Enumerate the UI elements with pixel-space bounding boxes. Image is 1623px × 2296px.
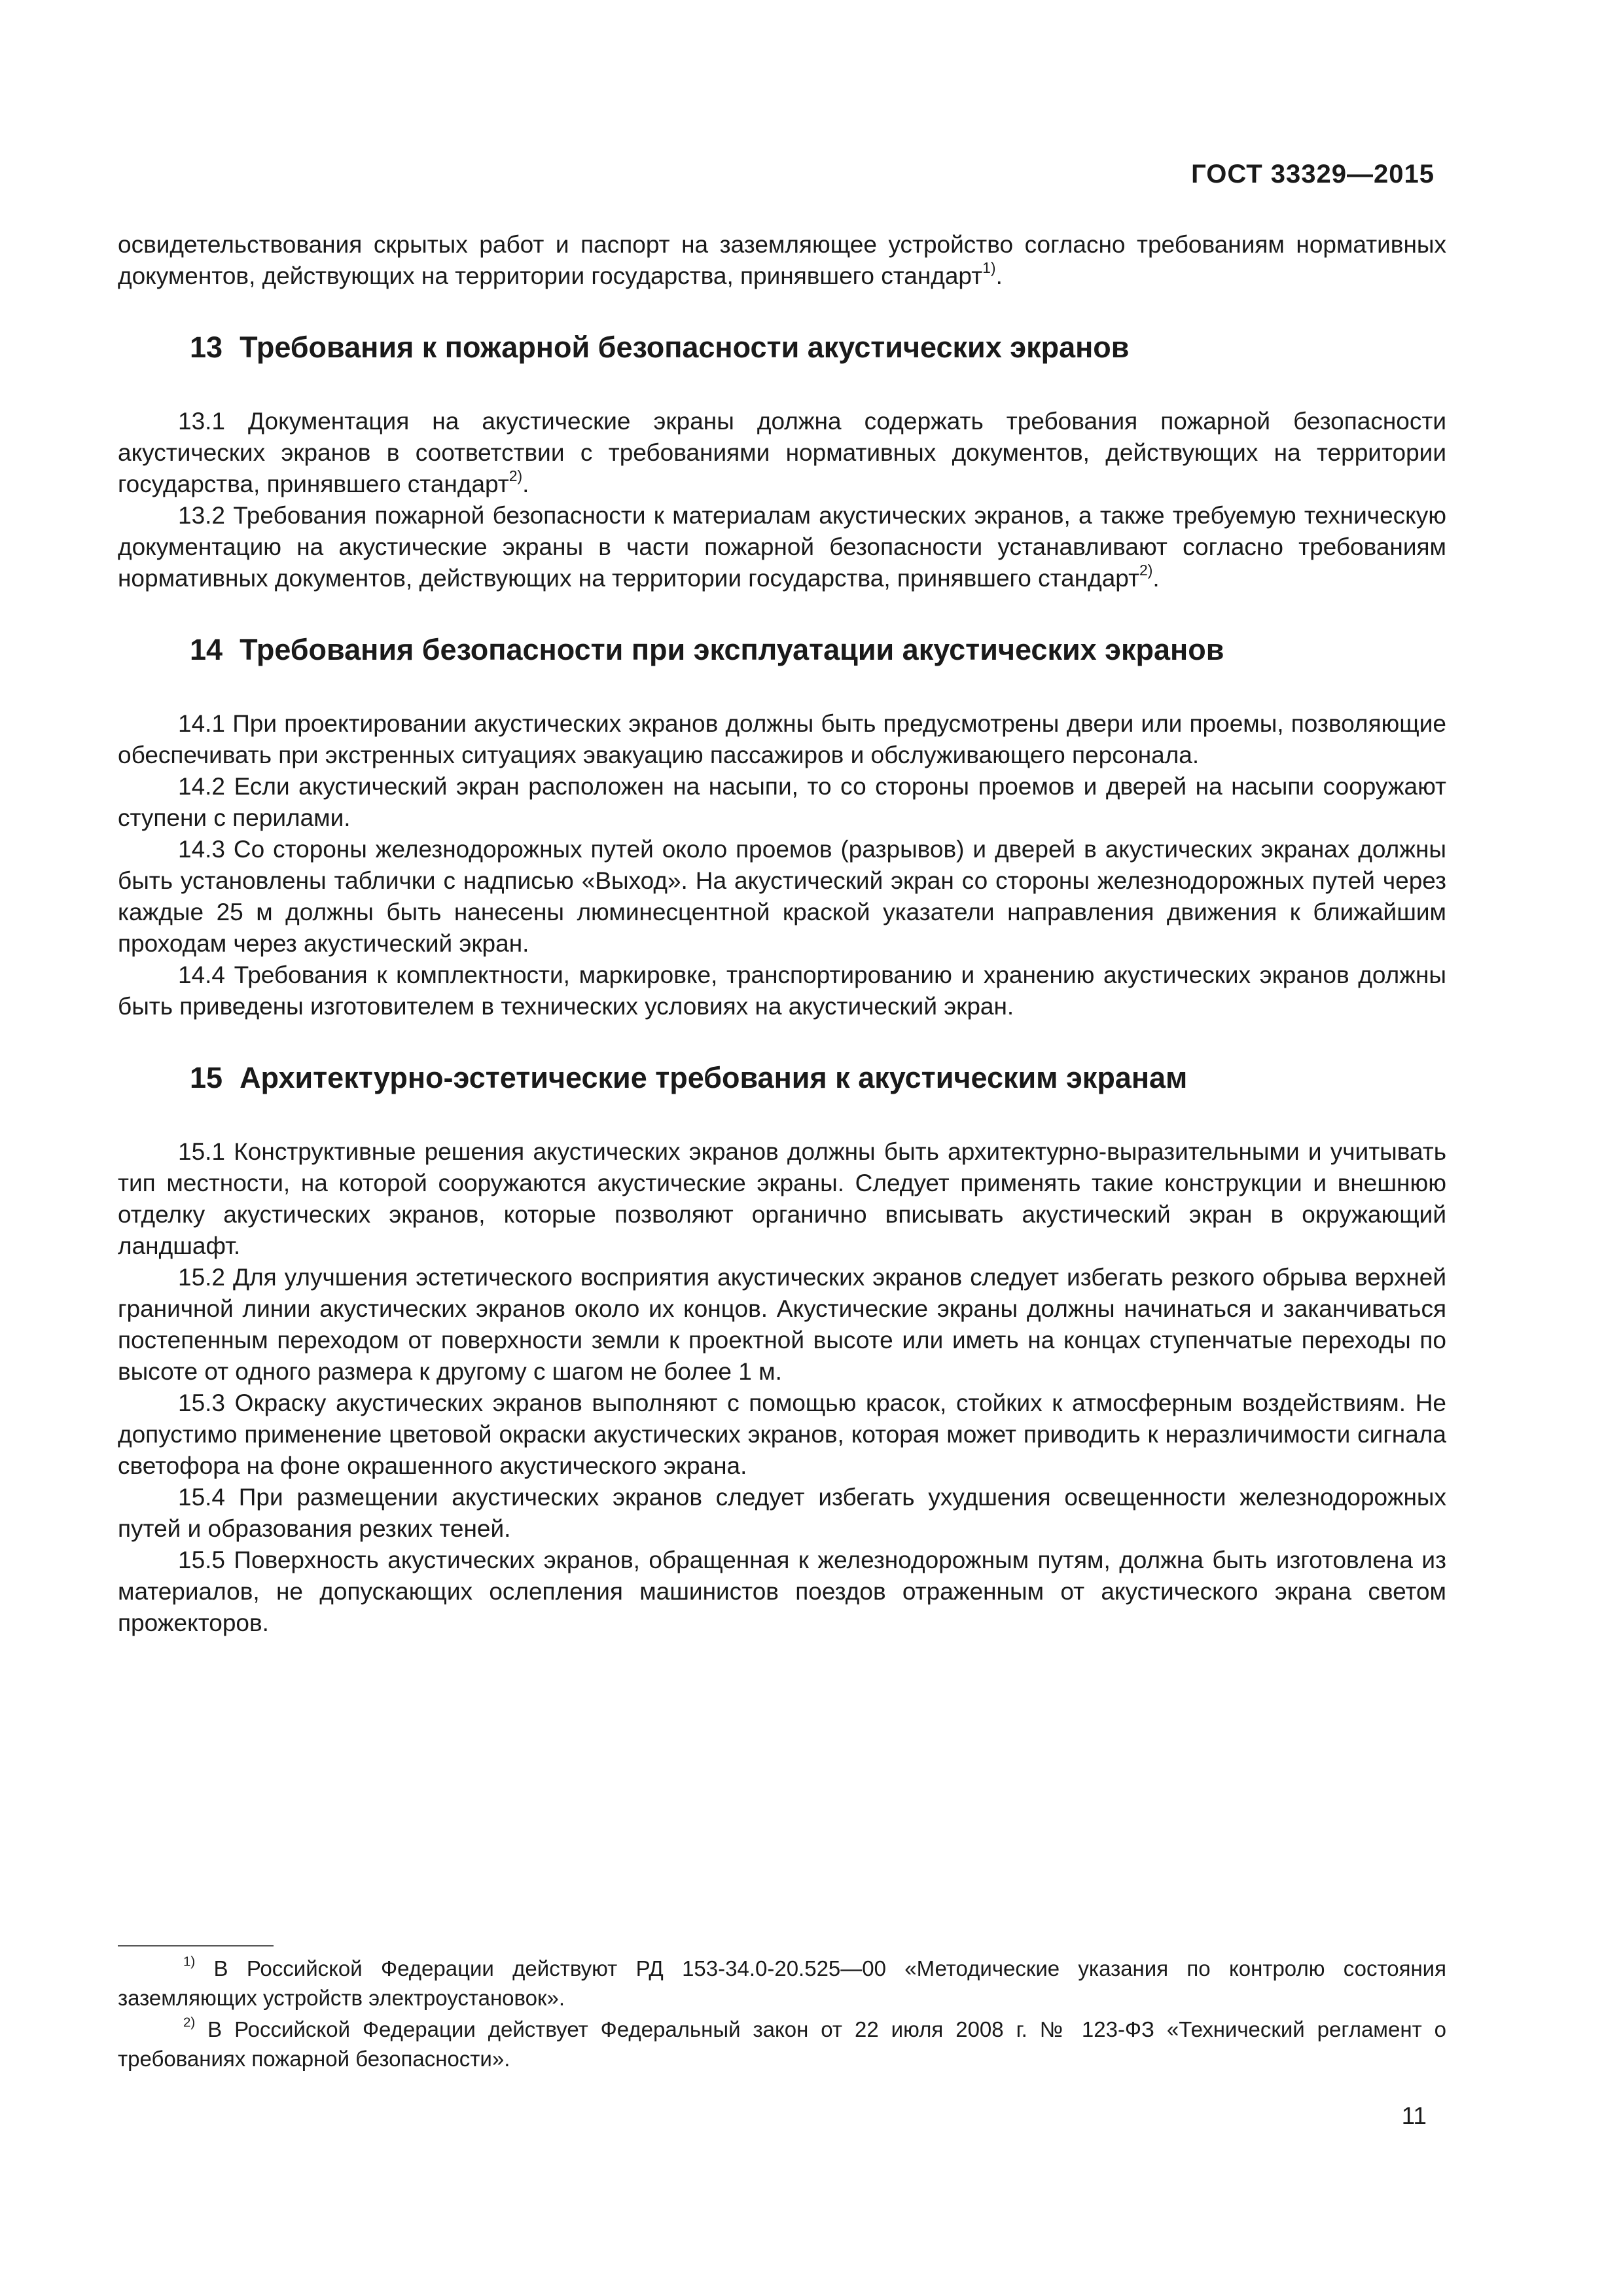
clause-15-5: 15.5 Поверхность акустических экранов, обращенная к железнодорожным путям, должна быть изготовлена из материалов, не допускающих ослепления машинистов поездов отраженным от акустического экрана светом прожекторов. bbox=[118, 1547, 1446, 1636]
footnote-ref[interactable]: 2) bbox=[1139, 561, 1153, 579]
footnote-ref[interactable]: 2) bbox=[508, 467, 523, 484]
intro-paragraph: освидетельствования скрытых работ и паспорт на заземляющее устройство согласно требованиям нормативных документов, действующих на территории государства, принявшего стандарт$^{1)}$. bbox=[118, 231, 1446, 289]
section-13-heading: 13 Требования к пожарной безопасности акустических экранов bbox=[190, 331, 1130, 364]
page-number: 11 bbox=[1401, 2102, 1427, 2129]
clause-15-1: 15.1 Конструктивные решения акустических экранов должны быть архитектурно-выразительными и учитывать тип местности, на которой сооружаются акустические экраны. Следует применять такие конструкции и внешнюю отделку акустических экранов, которые позволяют органично вписывать акустический экран в окружающий ландшафт. bbox=[118, 1138, 1446, 1259]
clause-13-1: 13.1 Документация на акустические экраны должна содержать требования пожарной безопасности акустических экранов в соответствии с требованиями нормативных документов, действующих на территории государства, принявшего стандарт$^{2)}$. bbox=[118, 408, 1446, 497]
footnotes bbox=[118, 1954, 1446, 2075]
document-header: ГОСТ 33329—2015 bbox=[1191, 160, 1435, 188]
footnote-ref[interactable]: 1) bbox=[982, 259, 996, 276]
clause-13-2: 13.2 Требования пожарной безопасности к материалам акустических экранов, а также требуемую техническую документацию на акустические экраны в части пожарной безопасности устанавливают согласно требованиям нормативных документов, действующих на территории государства, принявшего стандарт$^{2)}$. bbox=[118, 502, 1446, 592]
clause-15-3: 15.3 Окраску акустических экранов выполняют с помощью красок, стойких к атмосферным воздействиям. Не допустимо применение цветовой окраски акустических экранов, которая может приводить к неразличимости сигнала светофора на фоне окрашенного акустического экрана. bbox=[118, 1390, 1446, 1479]
section-15-heading: 15 Архитектурно-эстетические требования к акустическим экранам bbox=[190, 1061, 1188, 1094]
clause-14-2: 14.2 Если акустический экран расположен на насыпи, то со стороны проемов и дверей на насыпи сооружают ступени с перилами. bbox=[118, 773, 1446, 831]
section-14-heading: 14 Требования безопасности при эксплуатации акустических экранов bbox=[190, 633, 1224, 666]
clause-14-1: 14.1 При проектировании акустических экранов должны быть предусмотрены двери или проемы, позволяющие обеспечивать при экстренных ситуациях эвакуацию пассажиров и обслуживающего персонала. bbox=[118, 710, 1446, 768]
clause-15-4: 15.4 При размещении акустических экранов следует избегать ухудшения освещенности железнодорожных путей и образования резких теней. bbox=[118, 1484, 1446, 1542]
clause-14-4: 14.4 Требования к комплектности, маркировке, транспортированию и хранению акустических экранов должны быть приведены изготовителем в технических условиях на акустический экран. bbox=[118, 961, 1446, 1020]
footnote-2: $^{2)}$ В Российской Федерации действует Федеральный закон от 22 июля 2008 г. № 123-ФЗ «Технический регламент о требованиях пожарной безопасности». bbox=[118, 2015, 1446, 2071]
footnote-1: $^{1)}$ В Российской Федерации действуют РД 153-34.0-20.525—00 «Методические указания по контролю состояния заземляющих устройств электроустановок». bbox=[118, 1954, 1446, 2010]
clause-15-2: 15.2 Для улучшения эстетического восприятия акустических экранов следует избегать резкого обрыва верхней граничной линии акустических экранов около их концов. Акустические экраны должны начинаться и заканчиваться постепенным переходом от поверхности земли к проектной высоте или иметь на концах ступенчатые переходы по высоте от одного размера к другому с шагом не более 1 м. bbox=[118, 1264, 1446, 1385]
clause-14-3: 14.3 Со стороны железнодорожных путей около проемов (разрывов) и дверей в акустических экранах должны быть установлены таблички с надписью «Выход». На акустический экран со стороны железнодорожных путей через каждые 25 м должны быть нанесены люминесцентной краской указатели направления движения к ближайшим проходам через акустический экран. bbox=[118, 836, 1446, 957]
document-body bbox=[118, 229, 1446, 1639]
footnote-divider bbox=[118, 1945, 274, 1946]
